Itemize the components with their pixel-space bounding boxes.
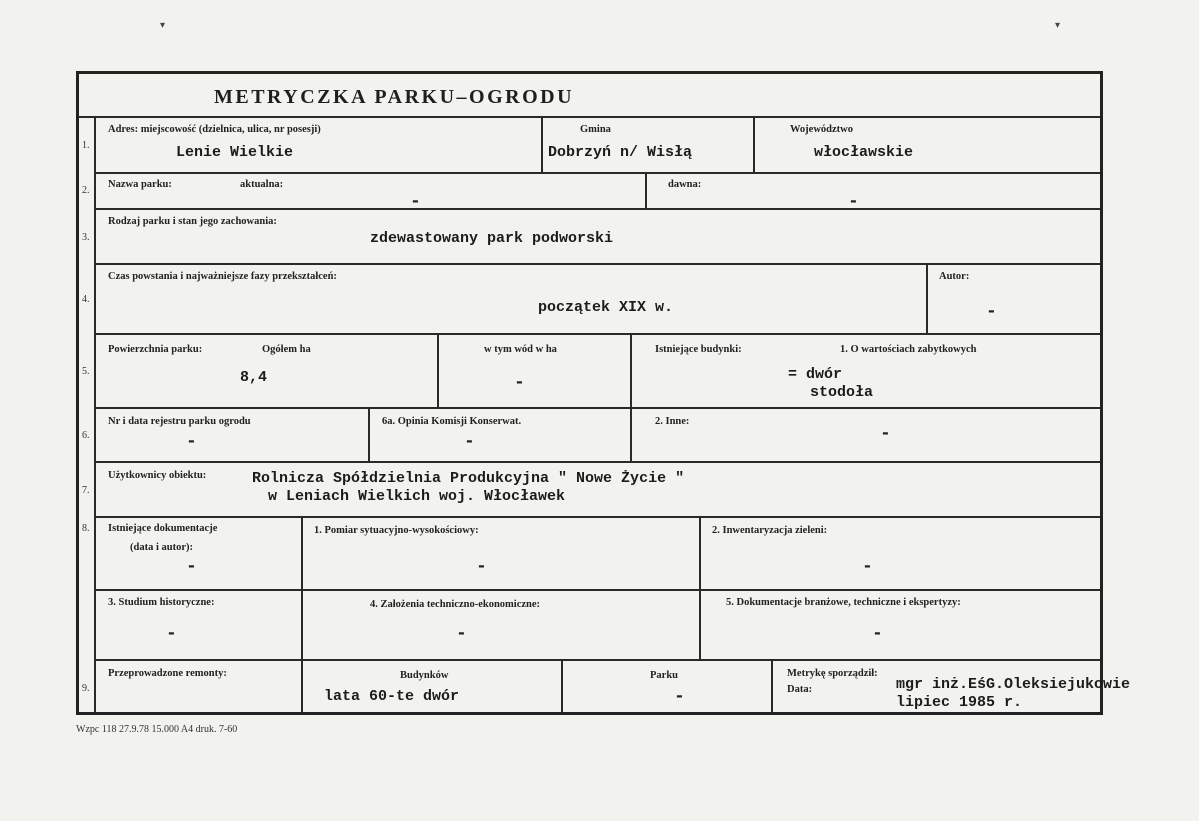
gmina-value: Dobrzyń n/ Wisłą bbox=[548, 144, 693, 161]
gmina-label: Gmina bbox=[580, 124, 611, 135]
existing-docs-sublabel: (data i autor): bbox=[130, 542, 193, 553]
rule bbox=[630, 407, 632, 461]
rule bbox=[368, 407, 370, 461]
rule bbox=[94, 659, 1100, 661]
prepared-by-label: Metrykę sporządził: bbox=[787, 668, 878, 679]
print-footer: Wzpc 118 27.9.78 15.000 A4 druk. 7-60 bbox=[76, 724, 238, 735]
address-label: Adres: miejscowość (dzielnica, ulica, nr posesji) bbox=[108, 124, 321, 135]
monument-label: 1. O wartościach zabytkowych bbox=[840, 344, 977, 355]
prepared-by-value: mgr inż.EśG.Oleksiejukowie bbox=[896, 676, 1131, 693]
row-number: 8. bbox=[82, 523, 90, 534]
rule bbox=[94, 263, 1100, 265]
row-number: 6. bbox=[82, 430, 90, 441]
users-value-2: w Leniach Wielkich woj. Włocławek bbox=[268, 488, 566, 505]
rule bbox=[437, 333, 439, 407]
date-value: lipiec 1985 r. bbox=[896, 694, 1023, 711]
rule bbox=[94, 208, 1100, 210]
rule bbox=[645, 172, 647, 208]
register-label: Nr i data rejestru parku ogrodu bbox=[108, 416, 251, 427]
conservation-opinion-value: - bbox=[464, 432, 475, 452]
other-buildings-label: 2. Inne: bbox=[655, 416, 690, 427]
tech-econ-label: 4. Założenia techniczno-ekonomiczne: bbox=[370, 599, 541, 610]
current-name-value: - bbox=[410, 192, 421, 212]
water-area-label: w tym wód w ha bbox=[484, 344, 557, 355]
branch-docs-label: 5. Dokumentacje branżowe, techniczne i ekspertyzy: bbox=[726, 597, 961, 608]
history-phases-value: początek XIX w. bbox=[538, 299, 674, 316]
total-area-value: 8,4 bbox=[240, 369, 268, 386]
address-value: Lenie Wielkie bbox=[176, 144, 294, 161]
author-value: - bbox=[986, 302, 997, 322]
history-study-value: - bbox=[166, 624, 177, 644]
existing-docs-label: Istniejące dokumentacje bbox=[108, 523, 218, 534]
rule bbox=[94, 516, 1100, 518]
row-number: 5. bbox=[82, 366, 90, 377]
voivodeship-label: Województwo bbox=[790, 124, 853, 135]
row-number: 1. bbox=[82, 140, 90, 151]
water-area-value: - bbox=[514, 373, 525, 393]
building-repairs-label: Budynków bbox=[400, 670, 449, 681]
rule bbox=[94, 116, 96, 712]
rule bbox=[94, 589, 1100, 591]
users-label: Użytkownicy obiektu: bbox=[108, 470, 207, 481]
former-name-label: dawna: bbox=[668, 179, 702, 190]
form-frame bbox=[76, 71, 1103, 715]
history-phases-label: Czas powstania i najważniejsze fazy przekształceń: bbox=[108, 271, 337, 282]
rule bbox=[541, 116, 543, 172]
rule bbox=[94, 333, 1100, 335]
row-number: 4. bbox=[82, 294, 90, 305]
rule bbox=[79, 116, 1100, 118]
total-area-label: Ogółem ha bbox=[262, 344, 311, 355]
buildings-value-2: stodoła bbox=[810, 384, 874, 401]
rule bbox=[301, 516, 303, 712]
branch-docs-value: - bbox=[872, 624, 883, 644]
inventory-label: 2. Inwentaryzacja zieleni: bbox=[712, 525, 828, 536]
park-type-label: Rodzaj parku i stan jego zachowania: bbox=[108, 216, 277, 227]
rule bbox=[699, 516, 701, 659]
form-title: METRYCZKA PARKU–OGRODU bbox=[214, 86, 575, 108]
buildings-label: Istniejące budynki: bbox=[655, 344, 742, 355]
voivodeship-value: włocławskie bbox=[814, 144, 914, 161]
row-number: 3. bbox=[82, 232, 90, 243]
rule bbox=[94, 172, 1100, 174]
other-buildings-value: - bbox=[880, 424, 891, 444]
row-number: 9. bbox=[82, 683, 90, 694]
tick-mark: ▾ bbox=[1055, 20, 1061, 31]
rule bbox=[926, 263, 928, 333]
survey-value: - bbox=[476, 557, 487, 577]
tick-mark: ▾ bbox=[160, 20, 166, 31]
users-value-1: Rolnicza Spółdzielnia Produkcyjna " Nowe Życie " bbox=[252, 470, 685, 487]
rule bbox=[771, 659, 773, 712]
conservation-opinion-label: 6a. Opinia Komisji Konserwat. bbox=[382, 416, 522, 427]
park-name-label: Nazwa parku: bbox=[108, 179, 172, 190]
register-value: - bbox=[186, 432, 197, 452]
rule bbox=[94, 461, 1100, 463]
park-repairs-value: - bbox=[674, 687, 685, 707]
repairs-label: Przeprowadzone remonty: bbox=[108, 668, 227, 679]
park-type-value: zdewastowany park podworski bbox=[370, 230, 614, 247]
survey-label: 1. Pomiar sytuacyjno-wysokościowy: bbox=[314, 525, 479, 536]
row-number: 7. bbox=[82, 485, 90, 496]
author-label: Autor: bbox=[939, 271, 970, 282]
date-label: Data: bbox=[787, 684, 813, 695]
area-label: Powierzchnia parku: bbox=[108, 344, 203, 355]
rule bbox=[94, 407, 1100, 409]
history-study-label: 3. Studium historyczne: bbox=[108, 597, 215, 608]
buildings-value-1: = dwór bbox=[788, 366, 843, 383]
rule bbox=[561, 659, 563, 712]
former-name-value: - bbox=[848, 192, 859, 212]
building-repairs-value: lata 60-te dwór bbox=[324, 688, 460, 705]
rule bbox=[630, 333, 632, 407]
inventory-value: - bbox=[862, 557, 873, 577]
park-repairs-label: Parku bbox=[650, 670, 679, 681]
row-number: 2. bbox=[82, 185, 90, 196]
rule bbox=[753, 116, 755, 172]
tech-econ-value: - bbox=[456, 624, 467, 644]
current-name-label: aktualna: bbox=[240, 179, 284, 190]
existing-docs-value: - bbox=[186, 557, 197, 577]
